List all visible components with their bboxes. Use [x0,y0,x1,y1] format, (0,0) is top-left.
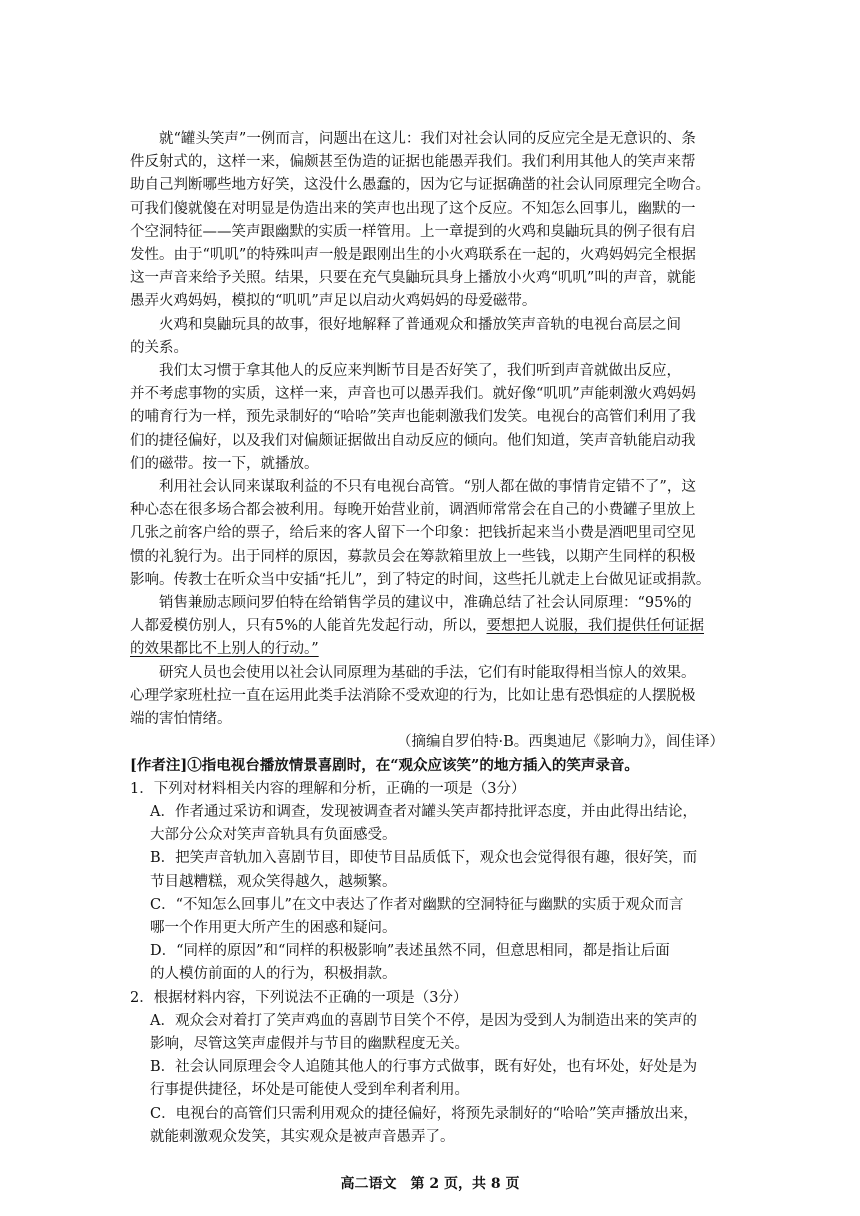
article-line: 就“罐头笑声”一例而言，问题出在这儿：我们对社会认同的反应完全是无意识的、条 [159,131,696,147]
article-line: 发性。由于“叽叽”的特殊叫声一般是跟刚出生的小火鸡联系在一起的，火鸡妈妈完全根据 [130,247,696,264]
question-line: B．把笑声音轨加入喜剧节目，即使节目品质低下，观众也会觉得很有趣，很好笑，而 [150,850,698,867]
article-line: 惯的礼貌行为。出于同样的原因，募款员会在筹款箱里放上一些钱，以期产生同样的积极 [130,548,696,565]
article-body [130,128,736,615]
article-line [130,615,736,638]
page-content [130,128,736,1149]
article-line: 愚弄火鸡妈妈，模拟的“叽叽”声足以启动火鸡妈妈的母爱磁带。 [130,293,537,310]
article-line: 心理学家班杜拉一直在运用此类手法消除不受欢迎的行为，比如让患有恐惧症的人摆脱极 [130,687,696,704]
article-line: 助自己判断哪些地方好笑，这没什么愚蠢的，因为它与证据确凿的社会认同原理完全吻合。 [130,177,710,194]
article-line: 研究人员也会使用以社会认同原理为基础的手法，它们有时能取得相当惊人的效果。 [159,664,696,681]
source-citation: （摘编自罗伯特·B。西奥迪尼《影响力》，闾佳译） [396,734,724,751]
question-line: D．“同样的原因”和“同样的积极影响”表述虽然不同，但意思相同，都是指让后面 [150,943,670,960]
question-line: A．作者通过采访和调查，发现被调查者对罐头笑声都持批评态度，并由此得出结论， [150,803,697,820]
page-footer: 高二语文 第 2 页，共 8 页 [340,1176,520,1192]
article-line: 销售兼励志顾问罗伯特在给销售学员的建议中，准确总结了社会认同原理：“95%的 [159,595,692,612]
article-line: 影响。传教士在听众当中安插“托儿”，到了特定的时间，这些托儿就走上台做见证或捐款。 [130,571,711,588]
article-text: 人都爱模仿别人，只有5%的人能首先发起行动，所以， [130,618,487,635]
question-line: 节目越糟糕，观众笑得越久，越频繁。 [150,873,397,890]
article-body-2 [130,662,736,732]
question-line: 哪一个作用更大所产生的困惑和疑问。 [150,919,397,936]
article-line: 的哺育行为一样，预先录制好的“哈哈”笑声也能刺激我们发笑。电视台的高管们利用了我 [130,409,696,426]
question-line: 的人模仿前面的人的行为，积极捐款。 [150,966,397,983]
question-line: 2．根据材料内容，下列说法不正确的一项是（3分） [130,989,468,1006]
question-line: C．电视台的高管们只需利用观众的捷径偏好，将预先录制好的“哈哈”笑声播放出来， [150,1105,698,1122]
question-line: 就能刺激观众发笑，其实观众是被声音愚弄了。 [150,1128,455,1145]
question-line: A．观众会对着打了笑声鸡血的喜剧节目笑个不停，是因为受到人为制造出来的笑声的 [150,1012,697,1029]
article-line: 我们太习惯于拿其他人的反应来判断节目是否好笑了，我们听到声音就做出反应， [159,363,681,380]
questions [130,778,736,1149]
underlined-sentence-end: 的效果都比不上别人的行动。” [130,641,319,658]
article-line: 这一声音来给予关照。结果，只要在充气臭鼬玩具身上播放小火鸡“叽叽”叫的声音，就能 [130,270,696,287]
article-line: 几张之前客户给的票子，给后来的客人留下一个印象：把钱折起来当小费是酒吧里司空见 [130,525,696,542]
article-line: 们的磁带。按一下，就播放。 [130,455,319,472]
underlined-sentence: 要想把人说服，我们提供任何证据 [486,618,705,635]
article-line: 们的捷径偏好，以及我们对偏颇证据做出自动反应的倾向。他们知道，笑声音轨能启动我 [130,432,696,449]
article-line: 火鸡和臭鼬玩具的故事，很好地解释了普通观众和播放笑声音轨的电视台高层之间 [159,316,681,333]
article-line: 件反射式的，这样一来，偏颇甚至伪造的证据也能愚弄我们。我们利用其他人的笑声来帮 [130,154,696,171]
question-line: B．社会认同原理会令人追随其他人的行事方式做事，既有好处，也有坏处，好处是为 [150,1059,698,1076]
article-line: 端的害怕情绪。 [130,711,232,728]
article-line: 利用社会认同来谋取利益的不只有电视台高管。“别人都在做的事情肯定错不了”，这 [159,479,696,496]
article-line: 个空洞特征——笑声跟幽默的实质一样管用。上一章提到的火鸡和臭鼬玩具的例子很有启 [130,223,696,240]
article-line: 并不考虑事物的实质，这样一来，声音也可以愚弄我们。就好像“叽叽”声能刺激火鸡妈妈 [130,386,696,403]
article-line: 的关系。 [130,339,188,356]
question-line: C．“不知怎么回事儿”在文中表达了作者对幽默的空洞特征与幽默的实质于观众而言 [150,896,684,913]
author-note: [作者注]①指电视台播放情景喜剧时，在“观众应该笑”的地方插入的笑声录音。 [130,757,639,775]
question-line: 1．下列对材料相关内容的理解和分析，正确的一项是（3分） [130,780,526,797]
article-line: 种心态在很多场合都会被利用。每晚开始营业前，调酒师常常会在自己的小费罐子里放上 [130,502,696,519]
question-line: 影响，尽管这笑声虚假并与节目的幽默程度无关。 [150,1035,469,1052]
question-line: 大部分公众对笑声音轨具有负面感受。 [150,827,397,844]
question-line: 行事提供捷径，坏处是可能使人受到牟利者利用。 [150,1082,469,1099]
article-line: 可我们傻就傻在对明显是伪造出来的笑声也出现了这个反应。不知怎么回事儿，幽默的一 [130,200,696,217]
